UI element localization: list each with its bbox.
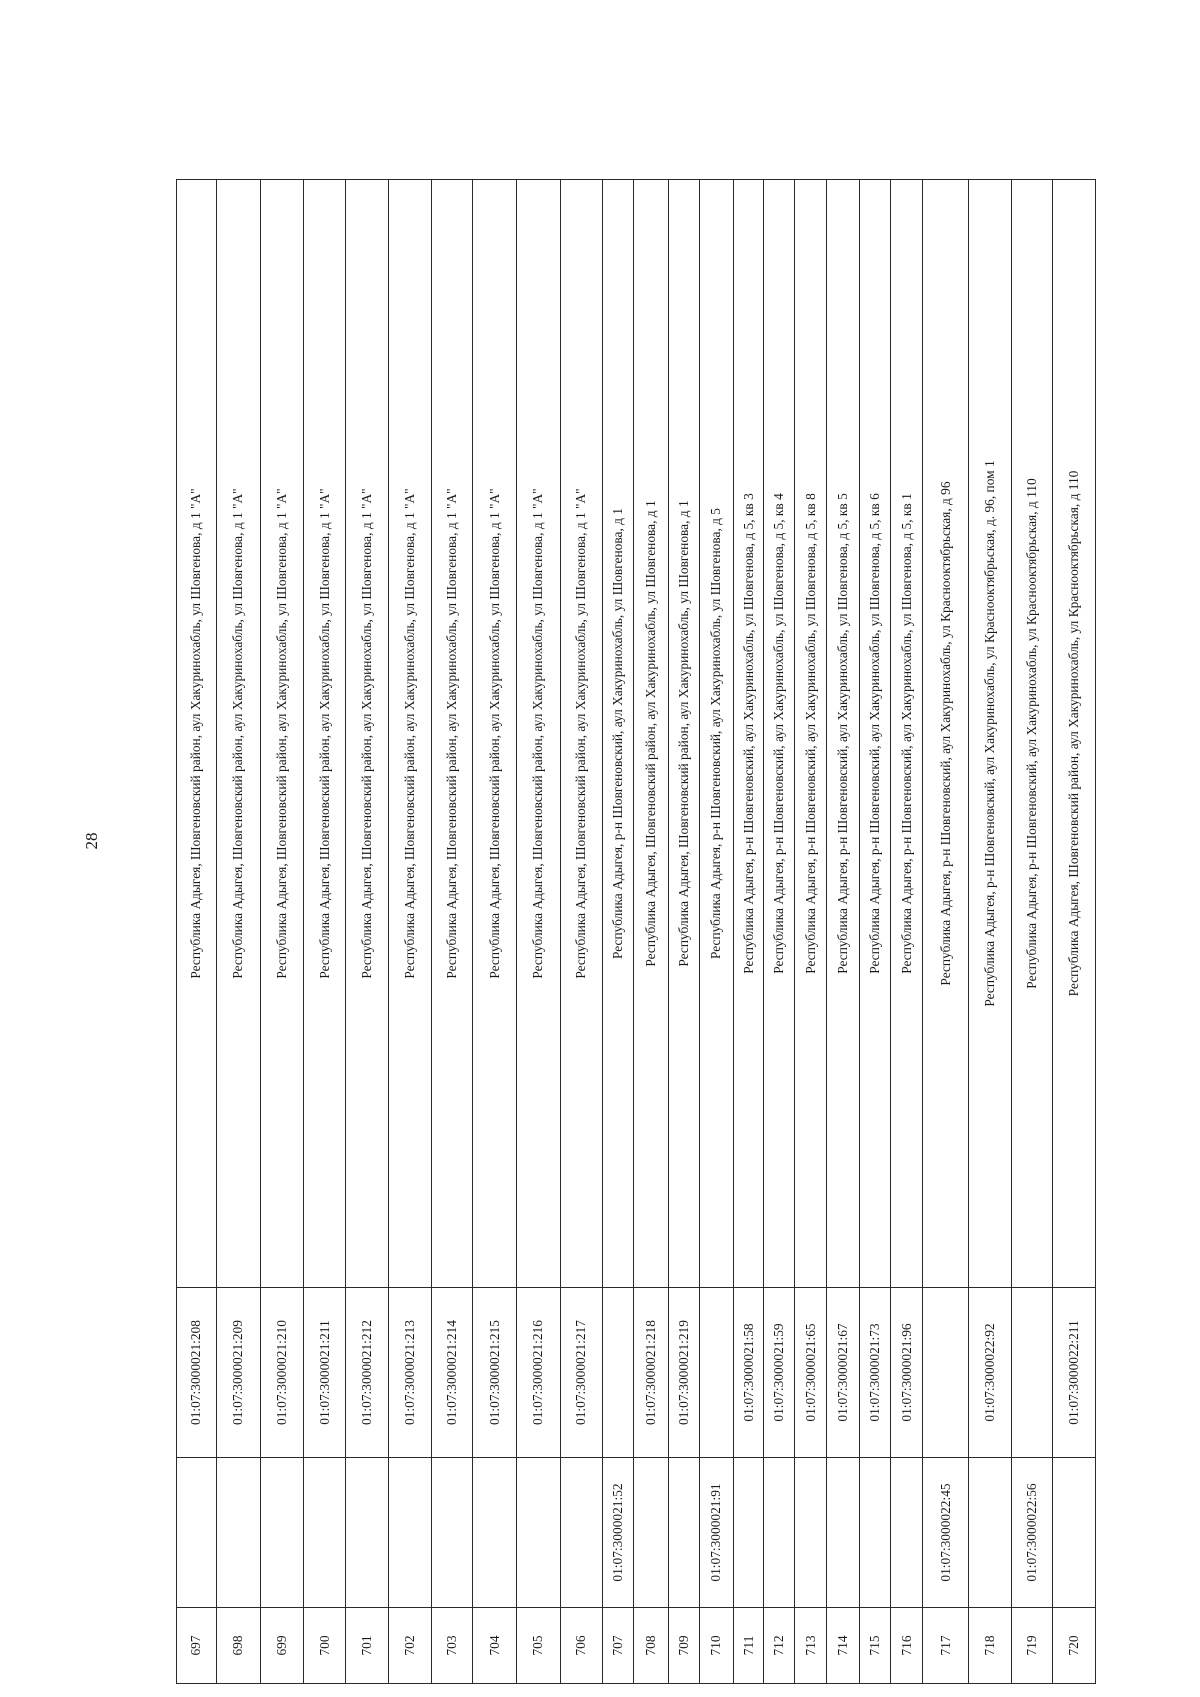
address-cell: Республика Адыгея, Шовгеновский район, аул Хакуринохабль, ул Шовгенова, д 1 "А": [303, 180, 346, 1288]
cadastral-number-cell: 01:07:3000021:208: [177, 1288, 217, 1458]
address-cell: Республика Адыгея, р-н Шовгеновский, аул Хакуринохабль, ул Шовгенова, д 5, кв 4: [764, 180, 795, 1288]
table-row: [516, 180, 560, 1684]
parcel-cadastral-cell: 01:07:3000022:45: [923, 1458, 969, 1608]
cadastral-number-cell: [1011, 1288, 1053, 1458]
address-cell: Республика Адыгея, р-н Шовгеновский, аул Хакуринохабль, ул Шовгенова, д 5, кв 8: [795, 180, 826, 1288]
row-number-cell: 703: [431, 1608, 473, 1684]
address-cell: Республика Адыгея, Шовгеновский район, аул Хакуринохабль, ул Шовгенова, д 1 "А": [516, 180, 560, 1288]
address-cell: Республика Адыгея, Шовгеновский район, аул Хакуринохабль, ул Шовгенова, д 1 "А": [473, 180, 517, 1288]
parcel-cadastral-cell: [431, 1458, 473, 1608]
row-number-cell: 704: [473, 1608, 517, 1684]
parcel-cadastral-cell: [389, 1458, 432, 1608]
row-number-cell: 712: [764, 1608, 795, 1684]
row-number-cell: 709: [668, 1608, 699, 1684]
parcel-cadastral-cell: [177, 1458, 217, 1608]
table-row: [1053, 180, 1096, 1684]
parcel-cadastral-cell: [1053, 1458, 1096, 1608]
table-row: [216, 180, 261, 1684]
cadastral-number-cell: 01:07:3000021:210: [261, 1288, 304, 1458]
row-number-cell: 711: [734, 1608, 764, 1684]
parcel-cadastral-cell: [261, 1458, 304, 1608]
row-number-cell: 717: [923, 1608, 969, 1684]
parcel-cadastral-cell: [764, 1458, 795, 1608]
row-number-cell: 714: [826, 1608, 859, 1684]
row-number-cell: 699: [261, 1608, 304, 1684]
row-number-cell: 718: [969, 1608, 1012, 1684]
table-row: [603, 180, 634, 1684]
address-cell: Республика Адыгея, Шовгеновский район, аул Хакуринохабль, ул Шовгенова, д 1 "А": [261, 180, 304, 1288]
table-row: [668, 180, 699, 1684]
parcel-cadastral-cell: [346, 1458, 389, 1608]
parcel-cadastral-cell: [734, 1458, 764, 1608]
cadastral-number-cell: 01:07:3000021:214: [431, 1288, 473, 1458]
row-number-cell: 700: [303, 1608, 346, 1684]
row-number-cell: 697: [177, 1608, 217, 1684]
parcel-cadastral-cell: [668, 1458, 699, 1608]
parcel-cadastral-cell: [634, 1458, 668, 1608]
parcel-cadastral-cell: [795, 1458, 826, 1608]
address-cell: Республика Адыгея, р-н Шовгеновский, аул Хакуринохабль, ул Шовгенова, д 1: [603, 180, 634, 1288]
parcel-cadastral-cell: [303, 1458, 346, 1608]
cadastral-number-cell: 01:07:3000021:213: [389, 1288, 432, 1458]
parcel-cadastral-cell: [216, 1458, 261, 1608]
rotated-table-container: [176, 180, 1096, 1684]
row-number-cell: 713: [795, 1608, 826, 1684]
cadastral-number-cell: 01:07:3000021:216: [516, 1288, 560, 1458]
cadastral-number-cell: 01:07:3000021:58: [734, 1288, 764, 1458]
cadastral-number-cell: 01:07:3000021:96: [891, 1288, 923, 1458]
address-cell: Республика Адыгея, р-н Шовгеновский, аул Хакуринохабль, ул Краснооктябрьская, д. 96, пом 1: [969, 180, 1012, 1288]
cadastral-number-cell: [603, 1288, 634, 1458]
table-row: [699, 180, 733, 1684]
parcel-cadastral-cell: [516, 1458, 560, 1608]
table-row: [560, 180, 603, 1684]
cadastral-number-cell: 01:07:3000021:67: [826, 1288, 859, 1458]
table-row: [634, 180, 668, 1684]
cadastral-number-cell: 01:07:3000022:92: [969, 1288, 1012, 1458]
table-row: [177, 180, 217, 1684]
table-row: [826, 180, 859, 1684]
parcel-cadastral-cell: [826, 1458, 859, 1608]
cadastral-number-cell: 01:07:3000021:59: [764, 1288, 795, 1458]
page-number: 28: [82, 832, 101, 850]
cadastral-number-cell: 01:07:3000021:212: [346, 1288, 389, 1458]
cadastral-number-cell: 01:07:3000021:218: [634, 1288, 668, 1458]
address-cell: Республика Адыгея, Шовгеновский район, аул Хакуринохабль, ул Шовгенова, д 1 "А": [389, 180, 432, 1288]
parcel-cadastral-cell: 01:07:3000021:91: [699, 1458, 733, 1608]
address-cell: Республика Адыгея, Шовгеновский район, аул Хакуринохабль, ул Шовгенова, д 1 "А": [560, 180, 603, 1288]
row-number-cell: 720: [1053, 1608, 1096, 1684]
table-row: [764, 180, 795, 1684]
table-row: [969, 180, 1012, 1684]
property-table: [176, 179, 1096, 1684]
cadastral-number-cell: [699, 1288, 733, 1458]
address-cell: Республика Адыгея, р-н Шовгеновский, аул Хакуринохабль, ул Краснооктябрьская, д 110: [1011, 180, 1053, 1288]
table-row: [1011, 180, 1053, 1684]
cadastral-number-cell: 01:07:3000021:211: [303, 1288, 346, 1458]
parcel-cadastral-cell: [859, 1458, 890, 1608]
table-body: [177, 180, 1096, 1684]
address-cell: Республика Адыгея, р-н Шовгеновский, аул Хакуринохабль, ул Краснооктябрьская, д 96: [923, 180, 969, 1288]
row-number-cell: 708: [634, 1608, 668, 1684]
row-number-cell: 706: [560, 1608, 603, 1684]
table-row: [261, 180, 304, 1684]
address-cell: Республика Адыгея, р-н Шовгеновский, аул Хакуринохабль, ул Шовгенова, д 5, кв 6: [859, 180, 890, 1288]
table-row: [389, 180, 432, 1684]
parcel-cadastral-cell: [473, 1458, 517, 1608]
table-row: [473, 180, 517, 1684]
row-number-cell: 716: [891, 1608, 923, 1684]
table-row: [795, 180, 826, 1684]
parcel-cadastral-cell: [969, 1458, 1012, 1608]
row-number-cell: 698: [216, 1608, 261, 1684]
parcel-cadastral-cell: 01:07:3000021:52: [603, 1458, 634, 1608]
parcel-cadastral-cell: [891, 1458, 923, 1608]
cadastral-number-cell: 01:07:3000021:73: [859, 1288, 890, 1458]
address-cell: Республика Адыгея, р-н Шовгеновский, аул Хакуринохабль, ул Шовгенова, д 5: [699, 180, 733, 1288]
table-row: [303, 180, 346, 1684]
table-row: [891, 180, 923, 1684]
address-cell: Республика Адыгея, Шовгеновский район, аул Хакуринохабль, ул Шовгенова, д 1 "А": [177, 180, 217, 1288]
cadastral-number-cell: 01:07:3000021:217: [560, 1288, 603, 1458]
address-cell: Республика Адыгея, р-н Шовгеновский, аул Хакуринохабль, ул Шовгенова, д 5, кв 3: [734, 180, 764, 1288]
cadastral-number-cell: 01:07:3000021:65: [795, 1288, 826, 1458]
address-cell: Республика Адыгея, Шовгеновский район, аул Хакуринохабль, ул Шовгенова, д 1: [668, 180, 699, 1288]
table-row: [346, 180, 389, 1684]
row-number-cell: 701: [346, 1608, 389, 1684]
address-cell: Республика Адыгея, р-н Шовгеновский, аул Хакуринохабль, ул Шовгенова, д 5, кв 5: [826, 180, 859, 1288]
table-row: [431, 180, 473, 1684]
parcel-cadastral-cell: 01:07:3000022:56: [1011, 1458, 1053, 1608]
table-row: [923, 180, 969, 1684]
row-number-cell: 715: [859, 1608, 890, 1684]
row-number-cell: 719: [1011, 1608, 1053, 1684]
table-row: [859, 180, 890, 1684]
table-row: [734, 180, 764, 1684]
row-number-cell: 705: [516, 1608, 560, 1684]
cadastral-number-cell: 01:07:3000021:219: [668, 1288, 699, 1458]
cadastral-number-cell: [923, 1288, 969, 1458]
row-number-cell: 702: [389, 1608, 432, 1684]
address-cell: Республика Адыгея, Шовгеновский район, аул Хакуринохабль, ул Шовгенова, д 1 "А": [431, 180, 473, 1288]
address-cell: Республика Адыгея, р-н Шовгеновский, аул Хакуринохабль, ул Шовгенова, д 5, кв 1: [891, 180, 923, 1288]
address-cell: Республика Адыгея, Шовгеновский район, аул Хакуринохабль, ул Краснооктябрьская, д 110: [1053, 180, 1096, 1288]
parcel-cadastral-cell: [560, 1458, 603, 1608]
address-cell: Республика Адыгея, Шовгеновский район, аул Хакуринохабль, ул Шовгенова, д 1 "А": [216, 180, 261, 1288]
address-cell: Республика Адыгея, Шовгеновский район, аул Хакуринохабль, ул Шовгенова, д 1: [634, 180, 668, 1288]
cadastral-number-cell: 01:07:3000021:215: [473, 1288, 517, 1458]
row-number-cell: 710: [699, 1608, 733, 1684]
cadastral-number-cell: 01:07:3000021:209: [216, 1288, 261, 1458]
cadastral-number-cell: 01:07:3000022:211: [1053, 1288, 1096, 1458]
row-number-cell: 707: [603, 1608, 634, 1684]
address-cell: Республика Адыгея, Шовгеновский район, аул Хакуринохабль, ул Шовгенова, д 1 "А": [346, 180, 389, 1288]
